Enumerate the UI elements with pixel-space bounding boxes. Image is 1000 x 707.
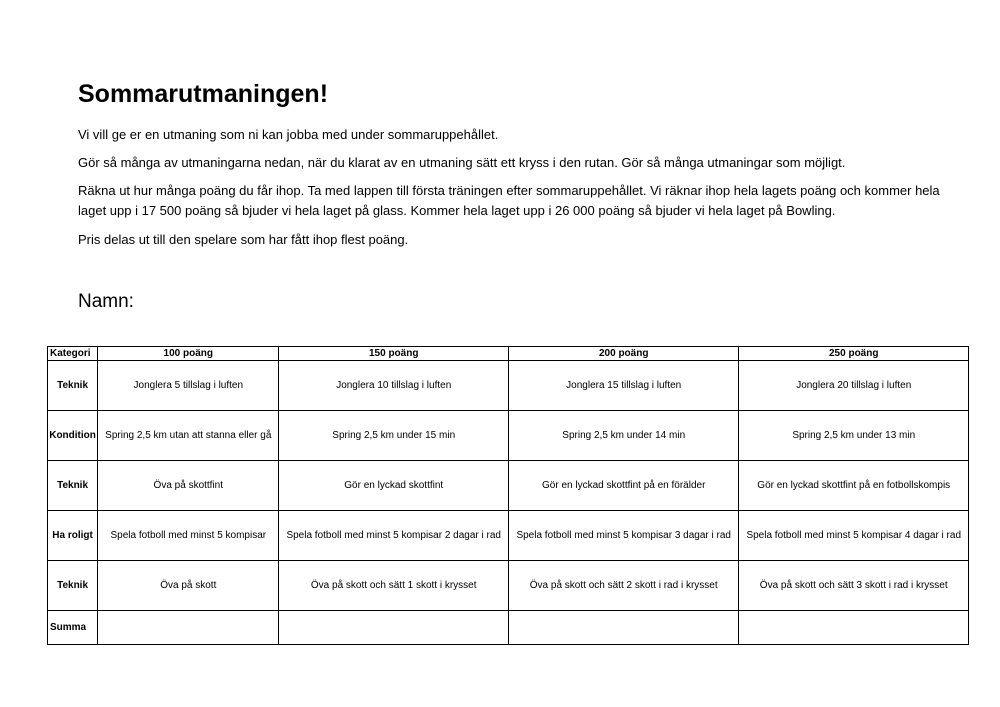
challenge-cell[interactable]: Spring 2,5 km utan att stanna eller gå <box>98 411 279 461</box>
category-cell: Kondition <box>48 411 98 461</box>
category-cell: Teknik <box>48 561 98 611</box>
challenge-cell[interactable]: Spring 2,5 km under 15 min <box>279 411 508 461</box>
table-row <box>48 411 969 461</box>
challenge-cell[interactable]: Jonglera 10 tillslag i luften <box>279 361 508 411</box>
summa-cell[interactable] <box>508 611 739 645</box>
summa-label: Summa <box>48 611 98 645</box>
challenge-cell[interactable]: Spring 2,5 km under 14 min <box>508 411 739 461</box>
challenge-cell[interactable]: Gör en lyckad skottfint på en förälder <box>508 461 739 511</box>
challenge-cell[interactable]: Gör en lyckad skottfint <box>279 461 508 511</box>
header-100-points: 100 poäng <box>98 347 279 361</box>
header-kategori: Kategori <box>48 347 98 361</box>
summa-cell[interactable] <box>98 611 279 645</box>
table-header-row <box>48 347 969 361</box>
summa-row <box>48 611 969 645</box>
challenge-cell[interactable]: Jonglera 20 tillslag i luften <box>739 361 969 411</box>
challenge-table <box>47 346 969 645</box>
challenge-cell[interactable]: Spela fotboll med minst 5 kompisar 3 dagar i rad <box>508 511 739 561</box>
page-title: Sommarutmaningen! <box>78 80 329 108</box>
category-cell: Teknik <box>48 361 98 411</box>
challenge-cell[interactable]: Jonglera 5 tillslag i luften <box>98 361 279 411</box>
challenge-cell[interactable]: Spela fotboll med minst 5 kompisar <box>98 511 279 561</box>
instructions-paragraph: Gör så många av utmaningarna nedan, när du klarat av en utmaning sätt ett kryss i den rutan. Gör så många utmaningar som möjligt. <box>78 155 846 170</box>
challenge-cell[interactable]: Spela fotboll med minst 5 kompisar 4 dagar i rad <box>739 511 969 561</box>
challenge-cell[interactable]: Öva på skott och sätt 3 skott i rad i krysset <box>739 561 969 611</box>
scoring-paragraph: Räkna ut hur många poäng du får ihop. Ta med lappen till första träningen efter sommaruppehållet. Vi räknar ihop hela lagets poäng och kommer hela laget upp i 17 500 poäng så bjuder vi hela laget på glass. Kommer hela laget upp i 26 000 poäng så bjuder vi hela laget på Bowling. <box>78 183 940 218</box>
header-150-points: 150 poäng <box>279 347 508 361</box>
intro-paragraph: Vi vill ge er en utmaning som ni kan jobba med under sommaruppehållet. <box>78 127 499 142</box>
table-row <box>48 561 969 611</box>
category-cell: Ha roligt <box>48 511 98 561</box>
summa-cell[interactable] <box>279 611 508 645</box>
prize-paragraph: Pris delas ut till den spelare som har fått ihop flest poäng. <box>78 232 409 247</box>
challenge-cell[interactable]: Öva på skott <box>98 561 279 611</box>
header-250-points: 250 poäng <box>739 347 969 361</box>
category-cell: Teknik <box>48 461 98 511</box>
challenge-cell[interactable]: Jonglera 15 tillslag i luften <box>508 361 739 411</box>
table-row <box>48 361 969 411</box>
challenge-cell[interactable]: Spela fotboll med minst 5 kompisar 2 dagar i rad <box>279 511 508 561</box>
header-200-points: 200 poäng <box>508 347 739 361</box>
challenge-cell[interactable]: Öva på skott och sätt 2 skott i rad i krysset <box>508 561 739 611</box>
challenge-cell[interactable]: Öva på skottfint <box>98 461 279 511</box>
name-label: Namn: <box>78 291 134 312</box>
table-row <box>48 461 969 511</box>
challenge-cell[interactable]: Öva på skott och sätt 1 skott i krysset <box>279 561 508 611</box>
challenge-cell[interactable]: Spring 2,5 km under 13 min <box>739 411 969 461</box>
summa-cell[interactable] <box>739 611 969 645</box>
challenge-cell[interactable]: Gör en lyckad skottfint på en fotbollskompis <box>739 461 969 511</box>
table-row <box>48 511 969 561</box>
